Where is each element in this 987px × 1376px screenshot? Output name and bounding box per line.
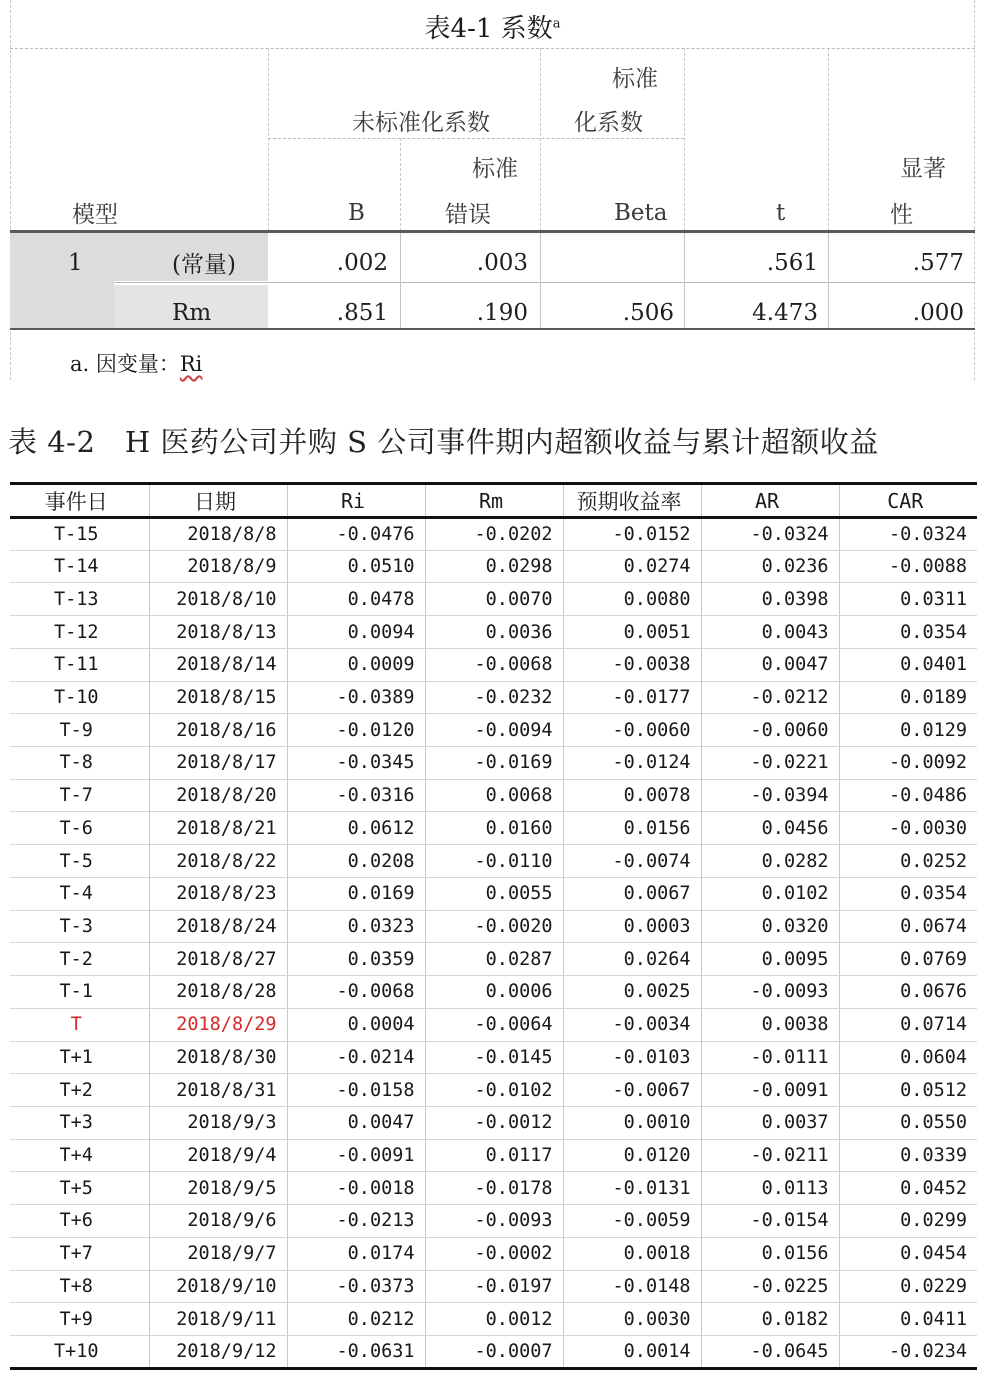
cell-expected-return: 0.0030 (563, 1303, 701, 1336)
cell-date: 2018/8/21 (149, 812, 287, 845)
row-divider (114, 282, 975, 283)
col-header-rm: Rm (425, 484, 563, 518)
cell-car: 0.0512 (839, 1074, 977, 1107)
cell-rm: 0.0298 (425, 550, 563, 583)
model-col-rule (268, 48, 269, 231)
cell-ri: 0.0323 (287, 910, 425, 943)
table-row (10, 747, 977, 780)
cell-rm: -0.0197 (425, 1270, 563, 1303)
cell-ri: -0.0091 (287, 1139, 425, 1172)
cell-car: 0.0354 (839, 877, 977, 910)
footnote-prefix: a. 因变量： (70, 352, 180, 376)
cell-rm: -0.0110 (425, 845, 563, 878)
row1-t: .561 (766, 250, 818, 276)
cell-event-day: T+5 (10, 1172, 149, 1205)
header-unstandardized: 未标准化系数 (352, 110, 490, 136)
cell-car: 0.0311 (839, 583, 977, 616)
cell-car: -0.0324 (839, 518, 977, 551)
cell-ri: -0.0120 (287, 714, 425, 747)
cell-ri: 0.0212 (287, 1303, 425, 1336)
body-rule-3 (684, 233, 685, 329)
cell-car: 0.0129 (839, 714, 977, 747)
cell-date: 2018/9/12 (149, 1335, 287, 1368)
table-row (10, 518, 977, 551)
row1-model: 1 (68, 250, 83, 276)
cell-date: 2018/9/11 (149, 1303, 287, 1336)
cell-event-day: T-7 (10, 779, 149, 812)
cell-ar: 0.0282 (701, 845, 839, 878)
cell-ri: 0.0478 (287, 583, 425, 616)
table-row (10, 583, 977, 616)
cell-event-day: T+3 (10, 1106, 149, 1139)
row2-sig: .000 (912, 300, 964, 326)
right-frame-rule (974, 0, 975, 380)
b-col-rule (400, 138, 401, 231)
header-model: 模型 (72, 202, 118, 228)
cell-ar: 0.0043 (701, 616, 839, 649)
cell-event-day: T+10 (10, 1335, 149, 1368)
table-4-2-caption: 表 4-2 H 医药公司并购 S 公司事件期内超额收益与累计超额收益 (8, 425, 879, 459)
cell-expected-return: -0.0038 (563, 648, 701, 681)
abnormal-returns-table (10, 482, 977, 1370)
cell-event-day: T+6 (10, 1205, 149, 1238)
header-beta: Beta (614, 200, 668, 226)
cell-event-day: T-1 (10, 976, 149, 1009)
row2-se: .190 (476, 300, 528, 326)
cell-ri: -0.0214 (287, 1041, 425, 1074)
cell-date: 2018/9/3 (149, 1106, 287, 1139)
cell-car: 0.0354 (839, 616, 977, 649)
cell-event-day: T-6 (10, 812, 149, 845)
header-b: B (348, 200, 365, 226)
cell-rm: -0.0068 (425, 648, 563, 681)
body-rule-1 (400, 233, 401, 329)
cell-rm: 0.0287 (425, 943, 563, 976)
col-header-ri: Ri (287, 484, 425, 518)
table-row (10, 1303, 977, 1336)
cell-car: 0.0604 (839, 1041, 977, 1074)
cell-expected-return: 0.0156 (563, 812, 701, 845)
cell-ar: 0.0102 (701, 877, 839, 910)
cell-date: 2018/8/13 (149, 616, 287, 649)
cell-date: 2018/9/10 (149, 1270, 287, 1303)
table-row (10, 550, 977, 583)
cell-expected-return: 0.0051 (563, 616, 701, 649)
table-4-1-title-sup: a (552, 16, 561, 32)
cell-rm: -0.0202 (425, 518, 563, 551)
cell-event-day: T-14 (10, 550, 149, 583)
cell-expected-return: 0.0014 (563, 1335, 701, 1368)
cell-ar: 0.0113 (701, 1172, 839, 1205)
col-header-car: CAR (839, 484, 977, 518)
cell-date: 2018/8/15 (149, 681, 287, 714)
cell-event-day: T-8 (10, 747, 149, 780)
body-rule-4 (828, 233, 829, 329)
cell-expected-return: -0.0152 (563, 518, 701, 551)
cell-ar: 0.0095 (701, 943, 839, 976)
cell-ri: -0.0631 (287, 1335, 425, 1368)
cell-rm: -0.0093 (425, 1205, 563, 1238)
table-row (10, 1074, 977, 1107)
cell-rm: 0.0160 (425, 812, 563, 845)
table-row (10, 616, 977, 649)
row1-var: (常量) (172, 252, 236, 278)
cell-ar: -0.0154 (701, 1205, 839, 1238)
cell-ar: -0.0221 (701, 747, 839, 780)
cell-event-day: T-2 (10, 943, 149, 976)
row2-beta: .506 (622, 300, 674, 326)
cell-ri: -0.0316 (287, 779, 425, 812)
cell-event-day: T+4 (10, 1139, 149, 1172)
col-header-event-day: 事件日 (10, 484, 149, 518)
header-standardized-line2: 化系数 (574, 110, 643, 136)
cell-event-day: T-4 (10, 877, 149, 910)
col-header-expected-return: 预期收益率 (563, 484, 701, 518)
cell-car: -0.0486 (839, 779, 977, 812)
cell-ri: 0.0510 (287, 550, 425, 583)
cell-rm: -0.0169 (425, 747, 563, 780)
cell-expected-return: 0.0264 (563, 943, 701, 976)
cell-ar: 0.0320 (701, 910, 839, 943)
cell-car: 0.0339 (839, 1139, 977, 1172)
cell-rm: -0.0094 (425, 714, 563, 747)
cell-ri: -0.0476 (287, 518, 425, 551)
table-header-row (10, 484, 977, 518)
table-row (10, 1270, 977, 1303)
cell-event-day: T-9 (10, 714, 149, 747)
cell-car: 0.0550 (839, 1106, 977, 1139)
table-row (10, 1139, 977, 1172)
cell-date: 2018/8/17 (149, 747, 287, 780)
col-header-ar: AR (701, 484, 839, 518)
cell-rm: 0.0012 (425, 1303, 563, 1336)
body-rule-2 (540, 233, 541, 329)
footnote-variable: Ri (179, 352, 203, 376)
cell-date: 2018/8/29 (149, 1008, 287, 1041)
cell-car: -0.0030 (839, 812, 977, 845)
coefficients-table (10, 0, 975, 380)
row2-var: Rm (172, 300, 212, 326)
cell-expected-return: -0.0060 (563, 714, 701, 747)
cell-ri: 0.0047 (287, 1106, 425, 1139)
cell-event-day: T-3 (10, 910, 149, 943)
cell-expected-return: -0.0124 (563, 747, 701, 780)
cell-ri: -0.0389 (287, 681, 425, 714)
cell-ar: 0.0182 (701, 1303, 839, 1336)
cell-expected-return: -0.0034 (563, 1008, 701, 1041)
cell-car: 0.0676 (839, 976, 977, 1009)
table-row (10, 681, 977, 714)
row1-b: .002 (336, 250, 388, 276)
cell-ri: 0.0359 (287, 943, 425, 976)
cell-ar: 0.0038 (701, 1008, 839, 1041)
cell-event-day: T-10 (10, 681, 149, 714)
cell-expected-return: 0.0080 (563, 583, 701, 616)
header-standardized-line1: 标准 (612, 66, 658, 92)
cell-rm: 0.0117 (425, 1139, 563, 1172)
cell-car: 0.0714 (839, 1008, 977, 1041)
cell-ar: -0.0212 (701, 681, 839, 714)
cell-ri: -0.0345 (287, 747, 425, 780)
cell-ri: -0.0018 (287, 1172, 425, 1205)
table-row (10, 976, 977, 1009)
table-row (10, 1172, 977, 1205)
row2-t: 4.473 (752, 300, 818, 326)
cell-ar: -0.0091 (701, 1074, 839, 1107)
cell-date: 2018/8/8 (149, 518, 287, 551)
cell-ar: -0.0394 (701, 779, 839, 812)
cell-expected-return: 0.0120 (563, 1139, 701, 1172)
cell-date: 2018/8/16 (149, 714, 287, 747)
cell-rm: 0.0036 (425, 616, 563, 649)
cell-event-day: T-15 (10, 518, 149, 551)
cell-ri: 0.0094 (287, 616, 425, 649)
cell-car: 0.0411 (839, 1303, 977, 1336)
cell-car: -0.0234 (839, 1335, 977, 1368)
cell-car: 0.0401 (839, 648, 977, 681)
cell-ri: -0.0158 (287, 1074, 425, 1107)
cell-rm: 0.0068 (425, 779, 563, 812)
table-row (10, 1106, 977, 1139)
header-stderr-line2: 错误 (445, 202, 491, 228)
cell-event-day: T-5 (10, 845, 149, 878)
cell-ar: 0.0398 (701, 583, 839, 616)
table-row (10, 1008, 977, 1041)
unstd-col-rule (540, 48, 541, 231)
cell-car: 0.0189 (839, 681, 977, 714)
cell-event-day: T-13 (10, 583, 149, 616)
table-row (10, 648, 977, 681)
cell-ri: -0.0213 (287, 1205, 425, 1238)
table-row (10, 943, 977, 976)
cell-ar: 0.0156 (701, 1237, 839, 1270)
cell-expected-return: -0.0067 (563, 1074, 701, 1107)
cell-expected-return: -0.0148 (563, 1270, 701, 1303)
header-sig-line1: 显著 (900, 156, 946, 182)
col-header-date: 日期 (149, 484, 287, 518)
table-row (10, 779, 977, 812)
cell-event-day: T (10, 1008, 149, 1041)
cell-expected-return: 0.0067 (563, 877, 701, 910)
cell-ri: -0.0068 (287, 976, 425, 1009)
header-top-rule (10, 48, 975, 49)
cell-event-day: T+8 (10, 1270, 149, 1303)
cell-event-day: T+1 (10, 1041, 149, 1074)
cell-rm: -0.0145 (425, 1041, 563, 1074)
cell-expected-return: 0.0003 (563, 910, 701, 943)
table-row (10, 1205, 977, 1238)
cell-expected-return: 0.0078 (563, 779, 701, 812)
cell-car: -0.0088 (839, 550, 977, 583)
cell-event-day: T-12 (10, 616, 149, 649)
cell-expected-return: -0.0131 (563, 1172, 701, 1205)
cell-rm: -0.0064 (425, 1008, 563, 1041)
cell-date: 2018/8/20 (149, 779, 287, 812)
cell-ri: 0.0612 (287, 812, 425, 845)
cell-ar: -0.0225 (701, 1270, 839, 1303)
cell-date: 2018/8/14 (149, 648, 287, 681)
cell-ar: -0.0324 (701, 518, 839, 551)
cell-rm: -0.0178 (425, 1172, 563, 1205)
cell-ri: 0.0169 (287, 877, 425, 910)
cell-date: 2018/8/10 (149, 583, 287, 616)
cell-car: 0.0229 (839, 1270, 977, 1303)
cell-car: 0.0454 (839, 1237, 977, 1270)
cell-ar: 0.0236 (701, 550, 839, 583)
table-row (10, 845, 977, 878)
subheader-rule (268, 138, 684, 139)
t-col-rule (828, 48, 829, 231)
table-4-1-footnote (70, 348, 202, 378)
cell-expected-return: 0.0025 (563, 976, 701, 1009)
body-bottom-rule (10, 328, 975, 330)
cell-rm: 0.0055 (425, 877, 563, 910)
row1-se: .003 (476, 250, 528, 276)
cell-rm: -0.0020 (425, 910, 563, 943)
cell-date: 2018/8/27 (149, 943, 287, 976)
cell-ri: 0.0004 (287, 1008, 425, 1041)
cell-date: 2018/8/31 (149, 1074, 287, 1107)
cell-expected-return: -0.0103 (563, 1041, 701, 1074)
beta-col-rule (684, 48, 685, 231)
table-row (10, 714, 977, 747)
cell-date: 2018/9/6 (149, 1205, 287, 1238)
cell-expected-return: 0.0018 (563, 1237, 701, 1270)
row1-sig: .577 (912, 250, 964, 276)
cell-date: 2018/8/22 (149, 845, 287, 878)
cell-ar: -0.0093 (701, 976, 839, 1009)
cell-date: 2018/8/9 (149, 550, 287, 583)
header-t: t (776, 200, 786, 226)
cell-date: 2018/8/30 (149, 1041, 287, 1074)
cell-event-day: T+9 (10, 1303, 149, 1336)
table-row (10, 1335, 977, 1368)
table-row (10, 812, 977, 845)
cell-rm: -0.0007 (425, 1335, 563, 1368)
cell-rm: 0.0070 (425, 583, 563, 616)
cell-car: -0.0092 (839, 747, 977, 780)
cell-date: 2018/9/5 (149, 1172, 287, 1205)
table-row (10, 1041, 977, 1074)
cell-expected-return: -0.0074 (563, 845, 701, 878)
header-stderr-line1: 标准 (472, 156, 518, 182)
cell-car: 0.0299 (839, 1205, 977, 1238)
cell-rm: -0.0002 (425, 1237, 563, 1270)
cell-ri: 0.0174 (287, 1237, 425, 1270)
row2-model-bg (10, 281, 114, 329)
cell-rm: -0.0102 (425, 1074, 563, 1107)
cell-ar: 0.0037 (701, 1106, 839, 1139)
cell-event-day: T-11 (10, 648, 149, 681)
cell-ar: -0.0211 (701, 1139, 839, 1172)
cell-date: 2018/8/28 (149, 976, 287, 1009)
cell-expected-return: 0.0274 (563, 550, 701, 583)
cell-expected-return: -0.0059 (563, 1205, 701, 1238)
cell-car: 0.0769 (839, 943, 977, 976)
cell-rm: -0.0232 (425, 681, 563, 714)
cell-car: 0.0252 (839, 845, 977, 878)
header-sig-line2: 性 (890, 202, 913, 228)
cell-date: 2018/9/4 (149, 1139, 287, 1172)
row2-b: .851 (336, 300, 388, 326)
cell-date: 2018/8/23 (149, 877, 287, 910)
table-4-1-title (10, 8, 975, 45)
cell-ar: 0.0047 (701, 648, 839, 681)
cell-ar: 0.0456 (701, 812, 839, 845)
cell-car: 0.0452 (839, 1172, 977, 1205)
cell-ar: -0.0645 (701, 1335, 839, 1368)
cell-date: 2018/9/7 (149, 1237, 287, 1270)
cell-ar: -0.0060 (701, 714, 839, 747)
cell-date: 2018/8/24 (149, 910, 287, 943)
cell-ri: -0.0373 (287, 1270, 425, 1303)
cell-expected-return: 0.0010 (563, 1106, 701, 1139)
cell-ar: -0.0111 (701, 1041, 839, 1074)
table-row (10, 877, 977, 910)
cell-expected-return: -0.0177 (563, 681, 701, 714)
table-row (10, 1237, 977, 1270)
table-4-1-title-text: 表4-1 系数 (424, 14, 553, 44)
cell-car: 0.0674 (839, 910, 977, 943)
cell-rm: 0.0006 (425, 976, 563, 1009)
cell-event-day: T+7 (10, 1237, 149, 1270)
cell-rm: -0.0012 (425, 1106, 563, 1139)
table-row (10, 910, 977, 943)
cell-ri: 0.0208 (287, 845, 425, 878)
cell-event-day: T+2 (10, 1074, 149, 1107)
cell-ri: 0.0009 (287, 648, 425, 681)
